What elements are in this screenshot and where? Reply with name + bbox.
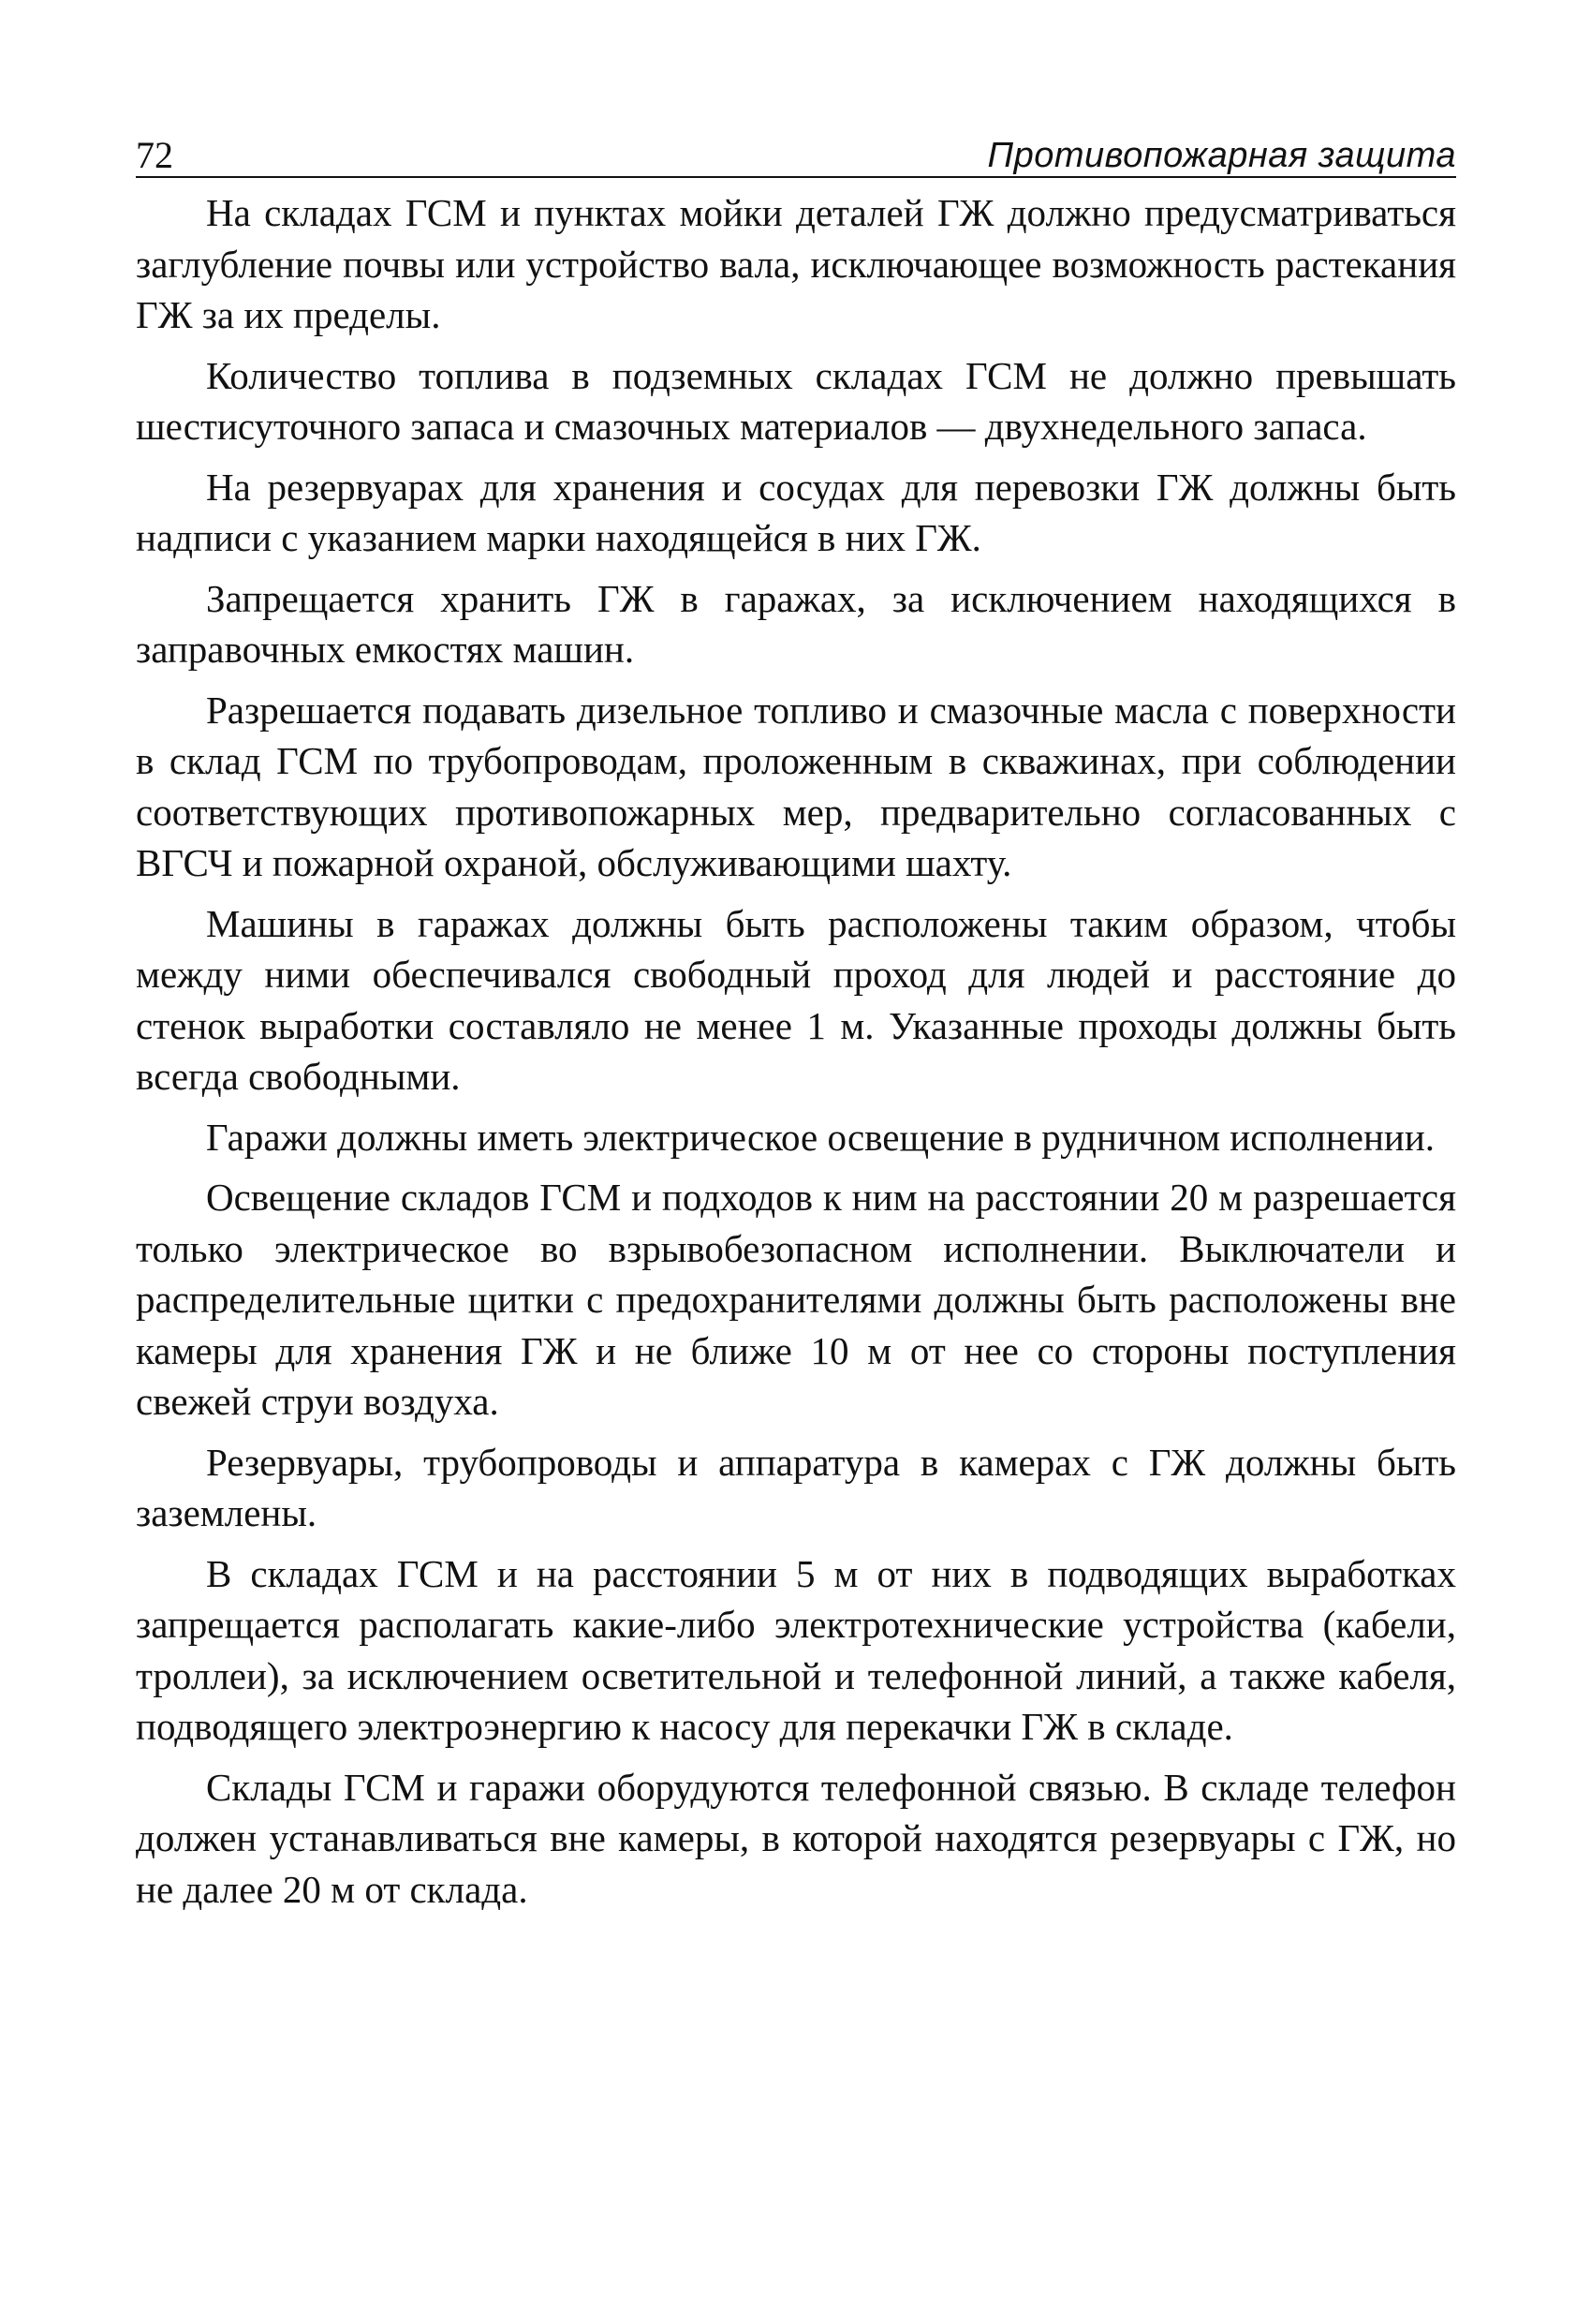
paragraph: Машины в гаражах должны быть расположены таким образом, чтобы между ними обеспечивался свободный проход для людей и расстояние до стенок выработки составляло не менее 1 м. Указанные проходы должны быть всегда свободными.: [136, 901, 1456, 1098]
paragraph: Запрещается хранить ГЖ в гаражах, за исключением находящихся в заправочных емкостях машин.: [136, 576, 1456, 671]
paragraph: Гаражи должны иметь электрическое освещение в рудничном исполнении.: [206, 1115, 1436, 1159]
paragraph: Освещение складов ГСМ и подходов к ним на расстоянии 20 м разрешается только электрическое во взрывобезопасном исполнении. Выключатели и распределительные щитки с предохранителями должны быть расположены вне камеры для хранения ГЖ и не ближе 10 м от нее со стороны поступления свежей струи воздуха.: [136, 1176, 1456, 1423]
page-number: 72: [136, 134, 173, 176]
paragraph: На складах ГСМ и пунктах мойки деталей ГЖ должно предусматриваться заглубление почвы или устройство вала, исключающее возможность растекания ГЖ за их пределы.: [136, 191, 1456, 336]
paragraph: Резервуары, трубопроводы и аппаратура в камерах с ГЖ должны быть заземлены.: [136, 1440, 1456, 1534]
text-body: [136, 187, 1456, 1924]
paragraph: Разрешается подавать дизельное топливо и смазочные масла с поверхности в склад ГСМ по трубопроводам, проложенным в скважинах, при соблюдении соответствующих противопожарных мер, предварительно согласованных с ВГСЧ и пожарной охраной, обслуживающими шахту.: [136, 688, 1456, 884]
section-title: Противопожарная защита: [987, 136, 1456, 175]
paragraph: В складах ГСМ и на расстоянии 5 м от них в подводящих выработках запрещается располагать какие-либо электротехнические устройства (кабели, троллеи), за исключением осветительной и телефонной линий, а также кабеля, подводящего электроэнергию к насосу для перекачки ГЖ в складе.: [136, 1551, 1456, 1748]
paragraph: На резервуарах для хранения и сосудах для перевозки ГЖ должны быть надписи с указанием марки находящейся в них ГЖ.: [136, 465, 1456, 559]
paragraph: Количество топлива в подземных складах ГСМ не должно превышать шестисуточного запаса и смазочных материалов — двухнедельного запаса.: [136, 353, 1456, 448]
paragraph: Склады ГСМ и гаражи оборудуются телефонной связью. В складе телефон должен устанавливаться вне камеры, в которой находятся резервуары с ГЖ, но не далее 20 м от склада.: [136, 1765, 1456, 1911]
running-head: [136, 131, 1456, 178]
